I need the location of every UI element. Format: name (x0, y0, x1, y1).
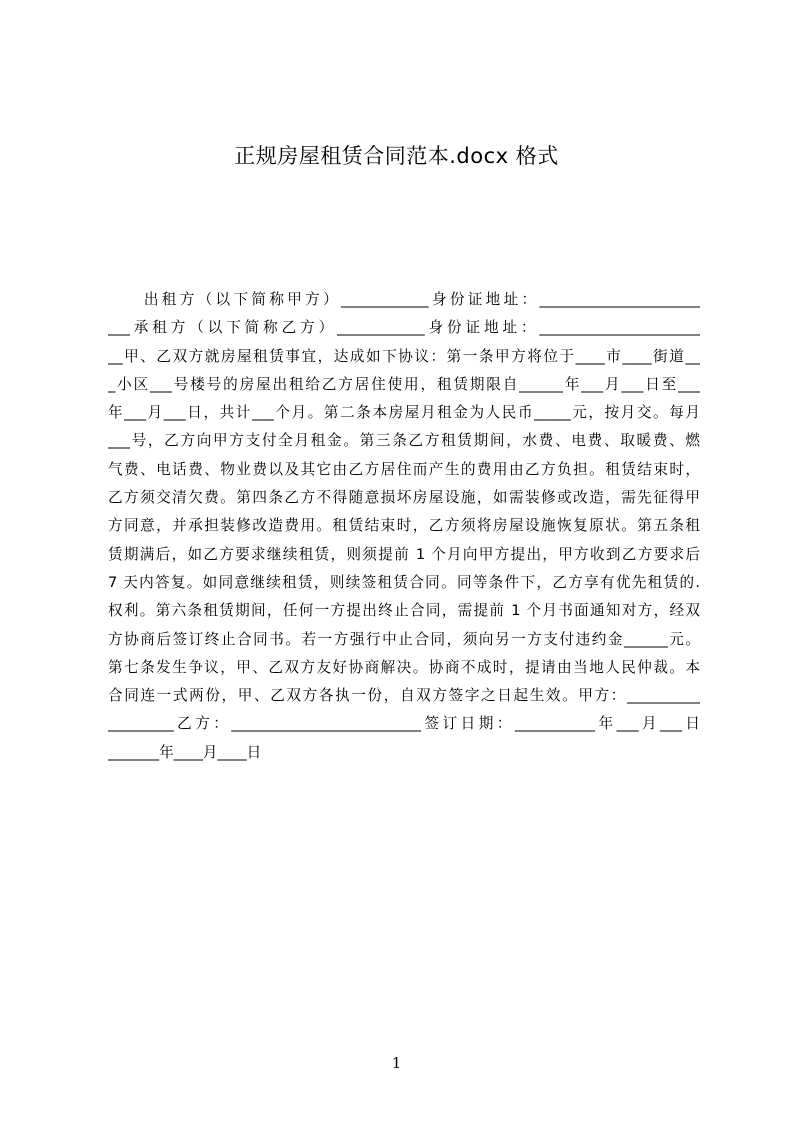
contract-line: 第七条发生争议，甲、乙双方友好协商解决。协商不成时，提请由当地人民仲裁。本 (108, 658, 700, 676)
contract-line: ___号，乙方向甲方支付全月租金。第三条乙方租赁期间，水费、电费、取暖费、燃 (108, 432, 700, 450)
contract-line: __甲、乙双方就房屋租赁事宜，达成如下协议：第一条甲方将位于____市____街道__ (108, 347, 700, 365)
contract-line: _小区___号楼号的房屋出租给乙方居住使用，租赁期限自______年___月___日至___ (108, 375, 700, 393)
contract-line: 方同意，并承担装修改造费用。租赁结束时，乙方须将房屋设施恢复原状。第五条租 (108, 517, 700, 535)
contract-body (108, 286, 700, 767)
contract-line: _________乙方：__________________________签订日期：___________年___月___日 (108, 715, 700, 733)
contract-line: 乙方须交清欠费。第四条乙方不得随意损坏房屋设施，如需装修或改造，需先征得甲 (108, 489, 700, 507)
contract-line: 7 天内答复。如同意继续租赁，则续签租赁合同。同等条件下，乙方享有优先租赁的. (108, 573, 700, 591)
contract-line: 合同连一式两份，甲、乙双方各执一份，自双方签字之日起生效。甲方：__________ (108, 687, 700, 705)
contract-line: 气费、电话费、物业费以及其它由乙方居住而产生的费用由乙方负担。租赁结束时， (108, 460, 700, 478)
contract-line: 方协商后签订终止合同书。若一方强行中止合同，须向另一方支付违约金______元。 (108, 630, 700, 648)
document-title: 正规房屋租赁合同范本.docx 格式 (234, 144, 559, 168)
contract-line: 年___月___日，共计___个月。第二条本房屋月租金为人民币_____元，按月交。每月 (108, 404, 700, 422)
page-number: 1 (391, 1054, 402, 1072)
contract-line: ___承租方（以下简称乙方）____________身份证地址：______________________ (108, 319, 700, 337)
contract-line: _______年____月____日 (108, 743, 262, 761)
contract-line: 赁期满后，如乙方要求继续租赁，则须提前 1 个月向甲方提出，甲方收到乙方要求后 (108, 545, 700, 563)
contract-line: 权利。第六条租赁期间，任何一方提出终止合同，需提前 1 个月书面通知对方，经双 (108, 602, 700, 620)
contract-line: 出租方（以下简称甲方）____________身份证地址：______________________ (108, 291, 700, 308)
